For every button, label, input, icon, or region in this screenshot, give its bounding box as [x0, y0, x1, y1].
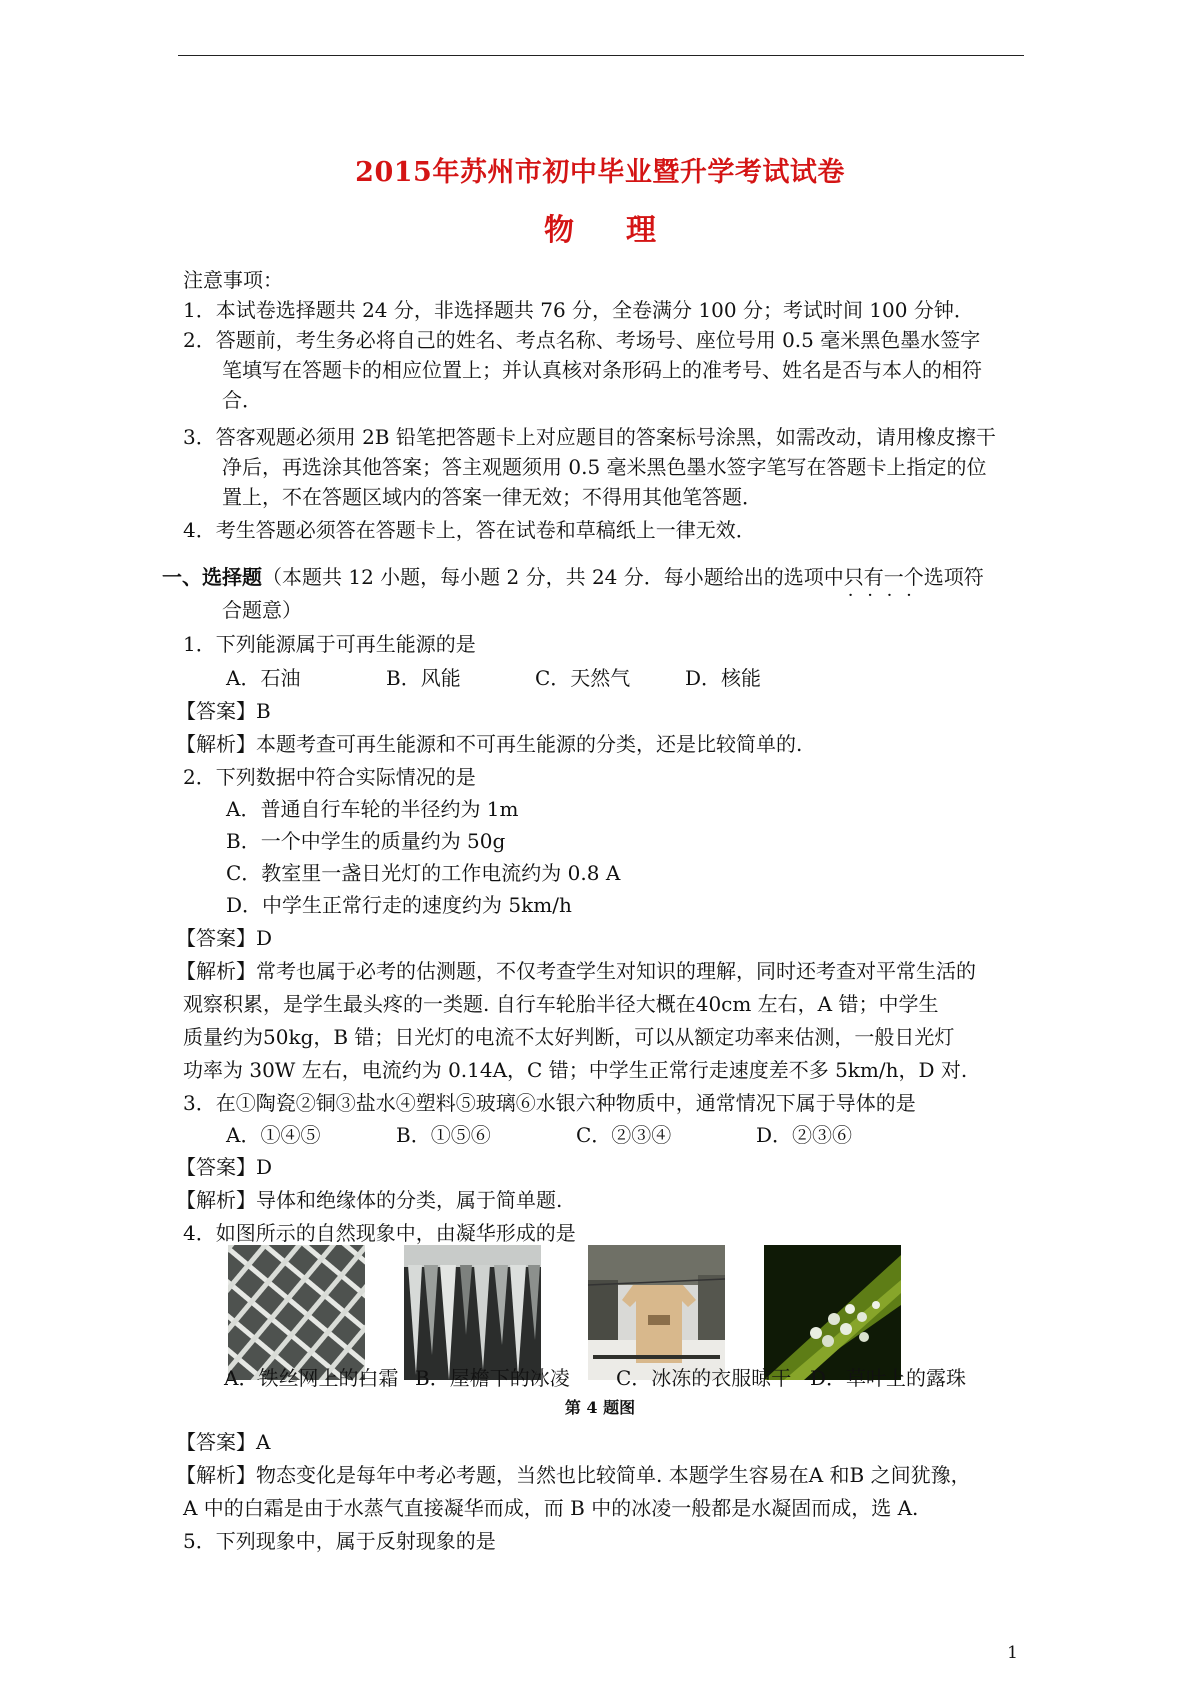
notice-line: 2．答题前，考生务必将自己的姓名、考点名称、考场号、座位号用 0.5 毫米黑色墨水签字	[183, 328, 981, 352]
analysis: 功率为 30W 左右，电流约为 0.14A，C 错；中学生正常行走速度差不多 5km/h，D 对.	[183, 1058, 968, 1082]
notice-line: 3．答客观题必须用 2B 铅笔把答题卡上对应题目的答案标号涂黑，如需改动，请用橡皮擦干	[183, 425, 996, 449]
option: B．风能	[386, 666, 461, 690]
notice-line: 1．本试卷选择题共 24 分，非选择题共 76 分，全卷满分 100 分；考试时间 100 分钟．	[183, 298, 974, 322]
exam-title: 2015年苏州市初中毕业暨升学考试试卷	[355, 157, 845, 188]
notice-line: 笔填写在答题卡的相应位置上；并认真核对条形码上的准考号、姓名是否与本人的相符	[222, 358, 982, 382]
analysis: 【解析】导体和绝缘体的分类，属于简单题.	[176, 1188, 563, 1212]
frozen-clothes-image	[588, 1245, 725, 1380]
answer: 【答案】B	[176, 699, 271, 723]
answer: 【答案】D	[176, 1155, 273, 1179]
image-label: B．屋檐下的冰凌	[415, 1366, 570, 1390]
section-desc: 合题意）	[222, 598, 302, 622]
question-stem: 5．下列现象中，属于反射现象的是	[183, 1529, 496, 1553]
question-stem: 2．下列数据中符合实际情况的是	[183, 765, 476, 789]
icicles-image	[404, 1245, 541, 1380]
question-stem: 3．在①陶瓷②铜③盐水④塑料⑤玻璃⑥水银六种物质中，通常情况下属于导体的是	[183, 1091, 916, 1115]
subject-char: 物	[544, 213, 574, 248]
image-label: D．草叶上的露珠	[810, 1366, 967, 1390]
option: D．中学生正常行走的速度约为 5km/h	[226, 893, 572, 917]
option: C．天然气	[535, 666, 631, 690]
subject-title	[0, 205, 1200, 249]
analysis: A 中的白霜是由于水蒸气直接凝华而成，而 B 中的冰凌一般都是水凝固而成，选 A.	[183, 1496, 919, 1520]
section-title: 一、选择题	[162, 565, 262, 589]
frost-wire-mesh-image	[228, 1245, 365, 1380]
option: A．①④⑤	[226, 1123, 321, 1147]
header-rule	[178, 55, 1024, 56]
analysis: 质量约为50kg，B 错；日光灯的电流不太好判断，可以从额定功率来估测，一般日光灯	[183, 1025, 955, 1049]
notice-line: 4．考生答题必须答在答题卡上，答在试卷和草稿纸上一律无效．	[183, 518, 756, 542]
analysis: 【解析】常考也属于必考的估测题，不仅考查学生对知识的理解，同时还考查对平常生活的	[176, 959, 976, 983]
question-stem: 4．如图所示的自然现象中，由凝华形成的是	[183, 1221, 576, 1245]
notice-heading: 注意事项：	[183, 268, 283, 292]
answer: 【答案】D	[176, 926, 273, 950]
option: A．普通自行车轮的半径约为 1m	[226, 797, 519, 821]
page-number: 1	[1007, 1643, 1018, 1663]
option: D．核能	[685, 666, 762, 690]
notice-line: 置上，不在答题区域内的答案一律无效；不得用其他笔答题．	[222, 485, 762, 509]
figure-caption: 第 4 题图	[564, 1398, 636, 1417]
question-stem: 1．下列能源属于可再生能源的是	[183, 632, 476, 656]
dew-on-grass-image	[764, 1245, 901, 1380]
section-heading	[162, 563, 984, 591]
notice-line: 合．	[222, 388, 262, 412]
answer: 【答案】A	[176, 1430, 271, 1454]
option: A．石油	[226, 666, 301, 690]
option: B．一个中学生的质量约为 50g	[226, 829, 506, 853]
notice-line: 净后，再选涂其他答案；答主观题须用 0.5 毫米黑色墨水签字笔写在答题卡上指定的位	[222, 455, 987, 479]
subject-char: 理	[626, 213, 656, 248]
analysis: 观察积累，是学生最头疼的一类题. 自行车轮胎半径大概在40cm 左右，A 错；中学生	[183, 992, 939, 1016]
section-desc: （本题共 12 小题，每小题 2 分，共 24 分．每小题给出的选项中	[262, 565, 844, 589]
analysis: 【解析】物态变化是每年中考必考题，当然也比较简单. 本题学生容易在A 和B 之间犹豫，	[176, 1463, 971, 1487]
option: C．②③④	[576, 1123, 672, 1147]
image-label: A．铁丝网上的白霜	[224, 1366, 399, 1390]
emphasis-dotted-text: 只有一个 · · · ·	[844, 563, 924, 591]
option: B．①⑤⑥	[396, 1123, 491, 1147]
analysis: 【解析】本题考查可再生能源和不可再生能源的分类，还是比较简单的.	[176, 732, 803, 756]
option: D．②③⑥	[756, 1123, 853, 1147]
option: C．教室里一盏日光灯的工作电流约为 0.8 A	[226, 861, 621, 885]
image-label: C．冰冻的衣服晾干	[616, 1366, 792, 1390]
section-desc: 选项符	[923, 565, 984, 589]
